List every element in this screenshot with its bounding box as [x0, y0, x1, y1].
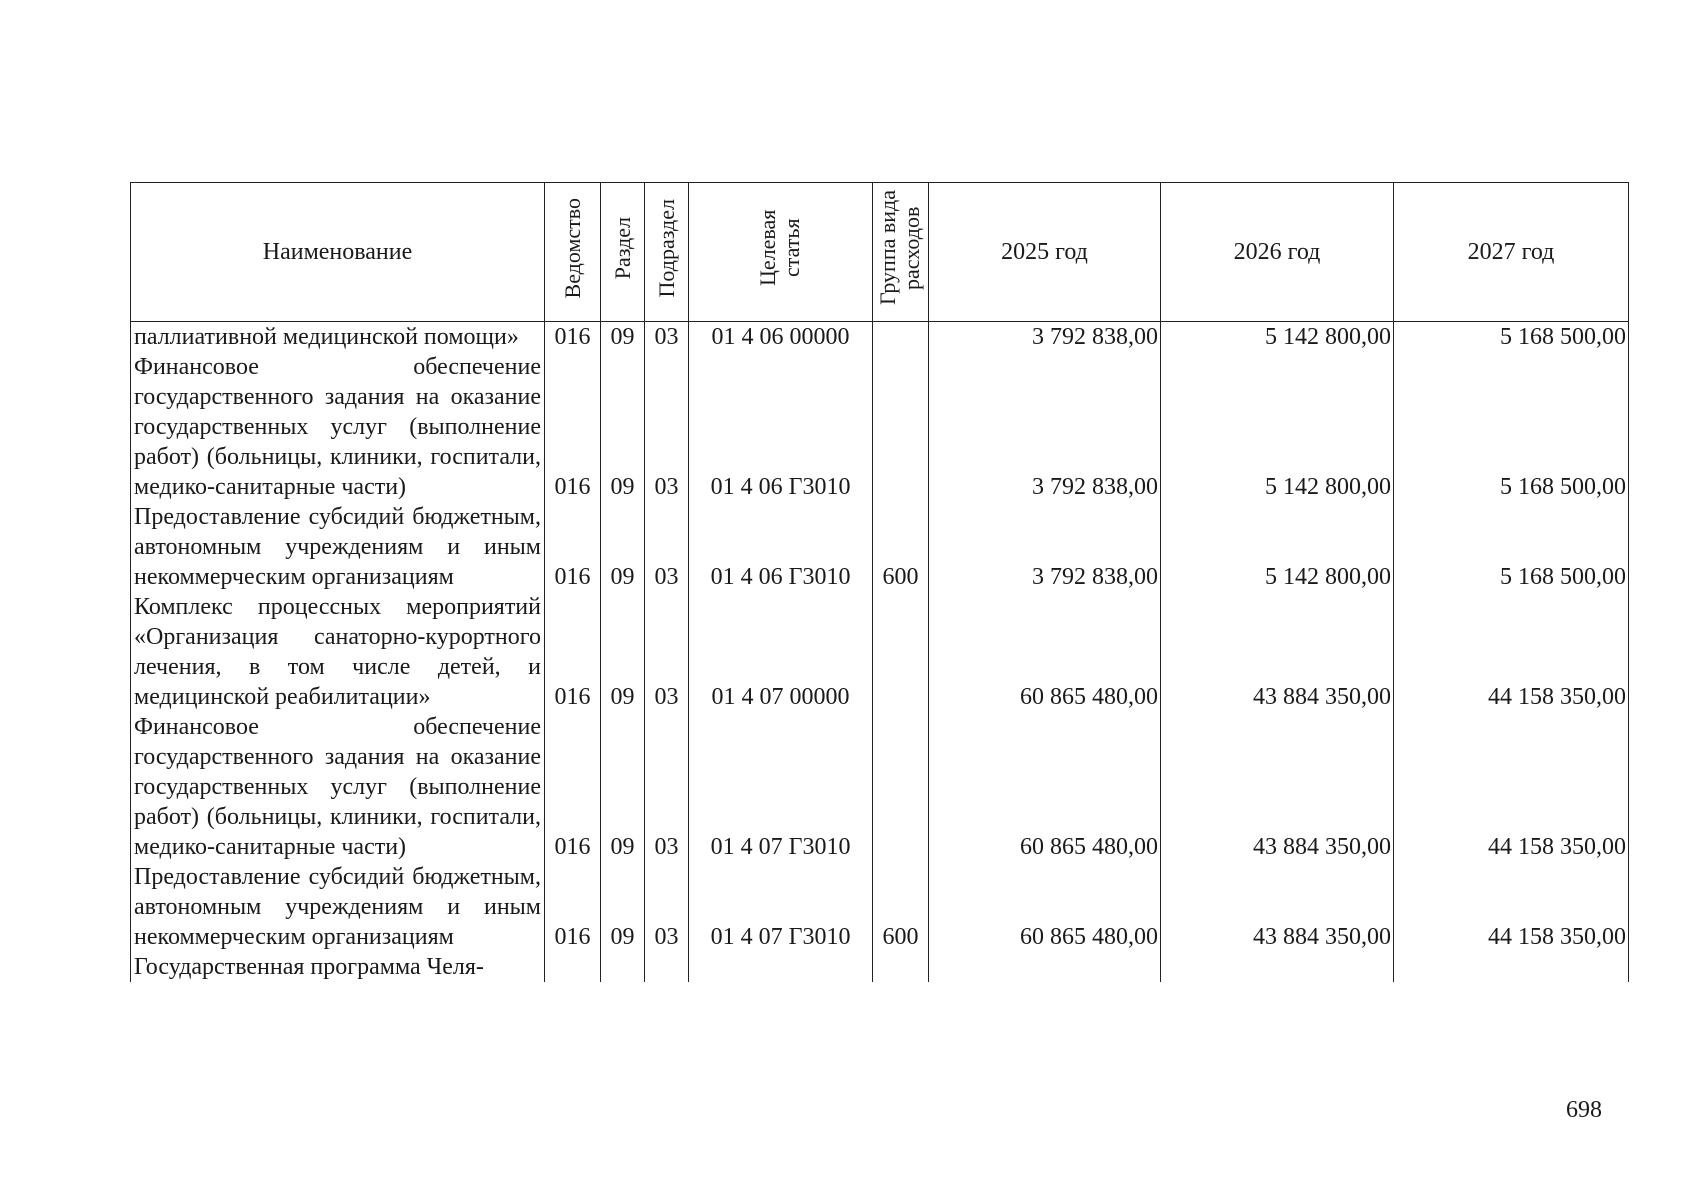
cell-target: 01 4 06 00000	[689, 322, 873, 353]
page-number: 698	[1566, 1097, 1602, 1123]
cell-2026: 5 142 800,00	[1161, 322, 1394, 353]
cell-section: 09	[601, 592, 645, 712]
cell-empty	[1161, 952, 1394, 982]
cell-2026: 43 884 350,00	[1161, 712, 1394, 862]
cell-2026: 5 142 800,00	[1161, 352, 1394, 502]
table-row	[131, 862, 1629, 952]
cell-name: Предоставление субсидий бюджетным, автономным учреждениям и иным некоммерческим организациям	[131, 502, 545, 592]
cell-target: 01 4 06 Г3010	[689, 352, 873, 502]
cell-name: паллиативной медицинской помощи»	[131, 322, 545, 353]
cell-department: 016	[545, 862, 601, 952]
cell-2025: 3 792 838,00	[929, 322, 1161, 353]
cell-name: Государственная программа Челя-	[131, 952, 545, 982]
table-row	[131, 502, 1629, 592]
cell-name: Предоставление субсидий бюджетным, автономным учреждениям и иным некоммерческим организациям	[131, 862, 545, 952]
cell-expense-group: 600	[873, 862, 929, 952]
cell-empty	[689, 952, 873, 982]
cell-expense-group	[873, 352, 929, 502]
cell-section: 09	[601, 712, 645, 862]
cell-subsection: 03	[645, 862, 689, 952]
cell-expense-group: 600	[873, 502, 929, 592]
header-subsection: Подраздел	[645, 183, 689, 322]
cell-2027: 44 158 350,00	[1394, 862, 1629, 952]
cell-2027: 5 168 500,00	[1394, 352, 1629, 502]
cell-2025: 60 865 480,00	[929, 712, 1161, 862]
budget-table	[130, 182, 1629, 982]
header-2025: 2025 год	[929, 183, 1161, 322]
header-department: Ведомство	[545, 183, 601, 322]
cell-section: 09	[601, 352, 645, 502]
cell-subsection: 03	[645, 712, 689, 862]
table-row	[131, 352, 1629, 502]
cell-target: 01 4 07 Г3010	[689, 712, 873, 862]
cell-2025: 60 865 480,00	[929, 862, 1161, 952]
table-row-continued	[131, 952, 1629, 982]
table-body	[131, 322, 1629, 983]
cell-2026: 43 884 350,00	[1161, 592, 1394, 712]
cell-name: Финансовое обеспечение государственного задания на оказание государственных услуг (выполнение работ) (больницы, клиники, госпитали, медико-санитарные части)	[131, 712, 545, 862]
cell-empty	[873, 952, 929, 982]
header-2026: 2026 год	[1161, 183, 1394, 322]
cell-empty	[1394, 952, 1629, 982]
table-row	[131, 712, 1629, 862]
cell-target: 01 4 07 00000	[689, 592, 873, 712]
cell-2026: 43 884 350,00	[1161, 862, 1394, 952]
cell-subsection: 03	[645, 322, 689, 353]
cell-section: 09	[601, 502, 645, 592]
cell-target: 01 4 06 Г3010	[689, 502, 873, 592]
cell-2027: 44 158 350,00	[1394, 592, 1629, 712]
cell-department: 016	[545, 322, 601, 353]
cell-name: Финансовое обеспечение государственного задания на оказание государственных услуг (выполнение работ) (больницы, клиники, госпитали, медико-санитарные части)	[131, 352, 545, 502]
cell-2027: 5 168 500,00	[1394, 502, 1629, 592]
cell-2027: 44 158 350,00	[1394, 712, 1629, 862]
cell-expense-group	[873, 712, 929, 862]
cell-expense-group	[873, 592, 929, 712]
cell-name: Комплекс процессных мероприятий «Организация санаторно-курортного лечения, в том числе детей, и медицинской реабилитации»	[131, 592, 545, 712]
cell-empty	[545, 952, 601, 982]
cell-target: 01 4 07 Г3010	[689, 862, 873, 952]
header-expense-group: Группа вида расходов	[873, 183, 929, 322]
cell-expense-group	[873, 322, 929, 353]
cell-empty	[601, 952, 645, 982]
table-header-row	[131, 183, 1629, 322]
header-target: Целевая статья	[689, 183, 873, 322]
cell-subsection: 03	[645, 352, 689, 502]
cell-section: 09	[601, 862, 645, 952]
header-2027: 2027 год	[1394, 183, 1629, 322]
cell-2025: 3 792 838,00	[929, 352, 1161, 502]
cell-2025: 60 865 480,00	[929, 592, 1161, 712]
cell-2026: 5 142 800,00	[1161, 502, 1394, 592]
cell-subsection: 03	[645, 502, 689, 592]
table-row	[131, 592, 1629, 712]
cell-empty	[645, 952, 689, 982]
cell-subsection: 03	[645, 592, 689, 712]
cell-department: 016	[545, 502, 601, 592]
header-name: Наименование	[131, 183, 545, 322]
header-section: Раздел	[601, 183, 645, 322]
cell-department: 016	[545, 592, 601, 712]
cell-2027: 5 168 500,00	[1394, 322, 1629, 353]
cell-2025: 3 792 838,00	[929, 502, 1161, 592]
cell-department: 016	[545, 352, 601, 502]
table-row	[131, 322, 1629, 353]
cell-empty	[929, 952, 1161, 982]
cell-section: 09	[601, 322, 645, 353]
cell-department: 016	[545, 712, 601, 862]
